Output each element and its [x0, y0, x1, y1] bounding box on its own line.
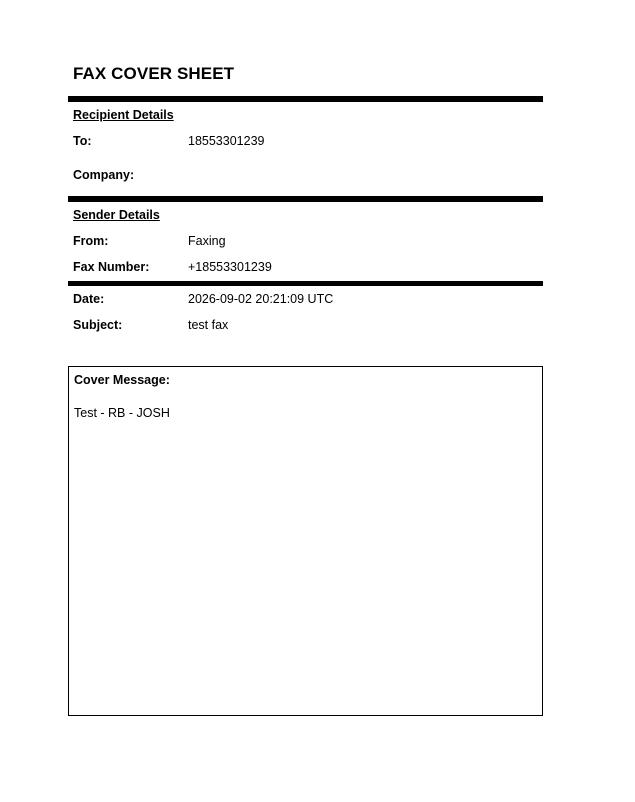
to-value: 18553301239: [188, 134, 265, 148]
subject-label: Subject:: [73, 318, 123, 332]
date-value: 2026-09-02 20:21:09 UTC: [188, 292, 334, 306]
date-label: Date:: [73, 292, 105, 306]
fax-number-value: +18553301239: [188, 260, 272, 274]
company-label: Company:: [73, 168, 135, 182]
from-value: Faxing: [188, 234, 226, 248]
cover-message-label: Cover Message:: [74, 373, 170, 387]
from-label: From:: [73, 234, 109, 248]
to-label: To:: [73, 134, 92, 148]
divider-top: [68, 96, 543, 102]
divider-sender-meta: [68, 281, 543, 286]
fax-number-label: Fax Number:: [73, 260, 150, 274]
subject-value: test fax: [188, 318, 229, 332]
cover-message-box: [68, 366, 543, 716]
divider-recipient-sender: [68, 196, 543, 202]
page-title: FAX COVER SHEET: [73, 64, 235, 83]
recipient-heading: Recipient Details: [73, 108, 174, 122]
sender-heading: Sender Details: [73, 208, 160, 222]
cover-message-body: Test - RB - JOSH: [74, 406, 170, 420]
